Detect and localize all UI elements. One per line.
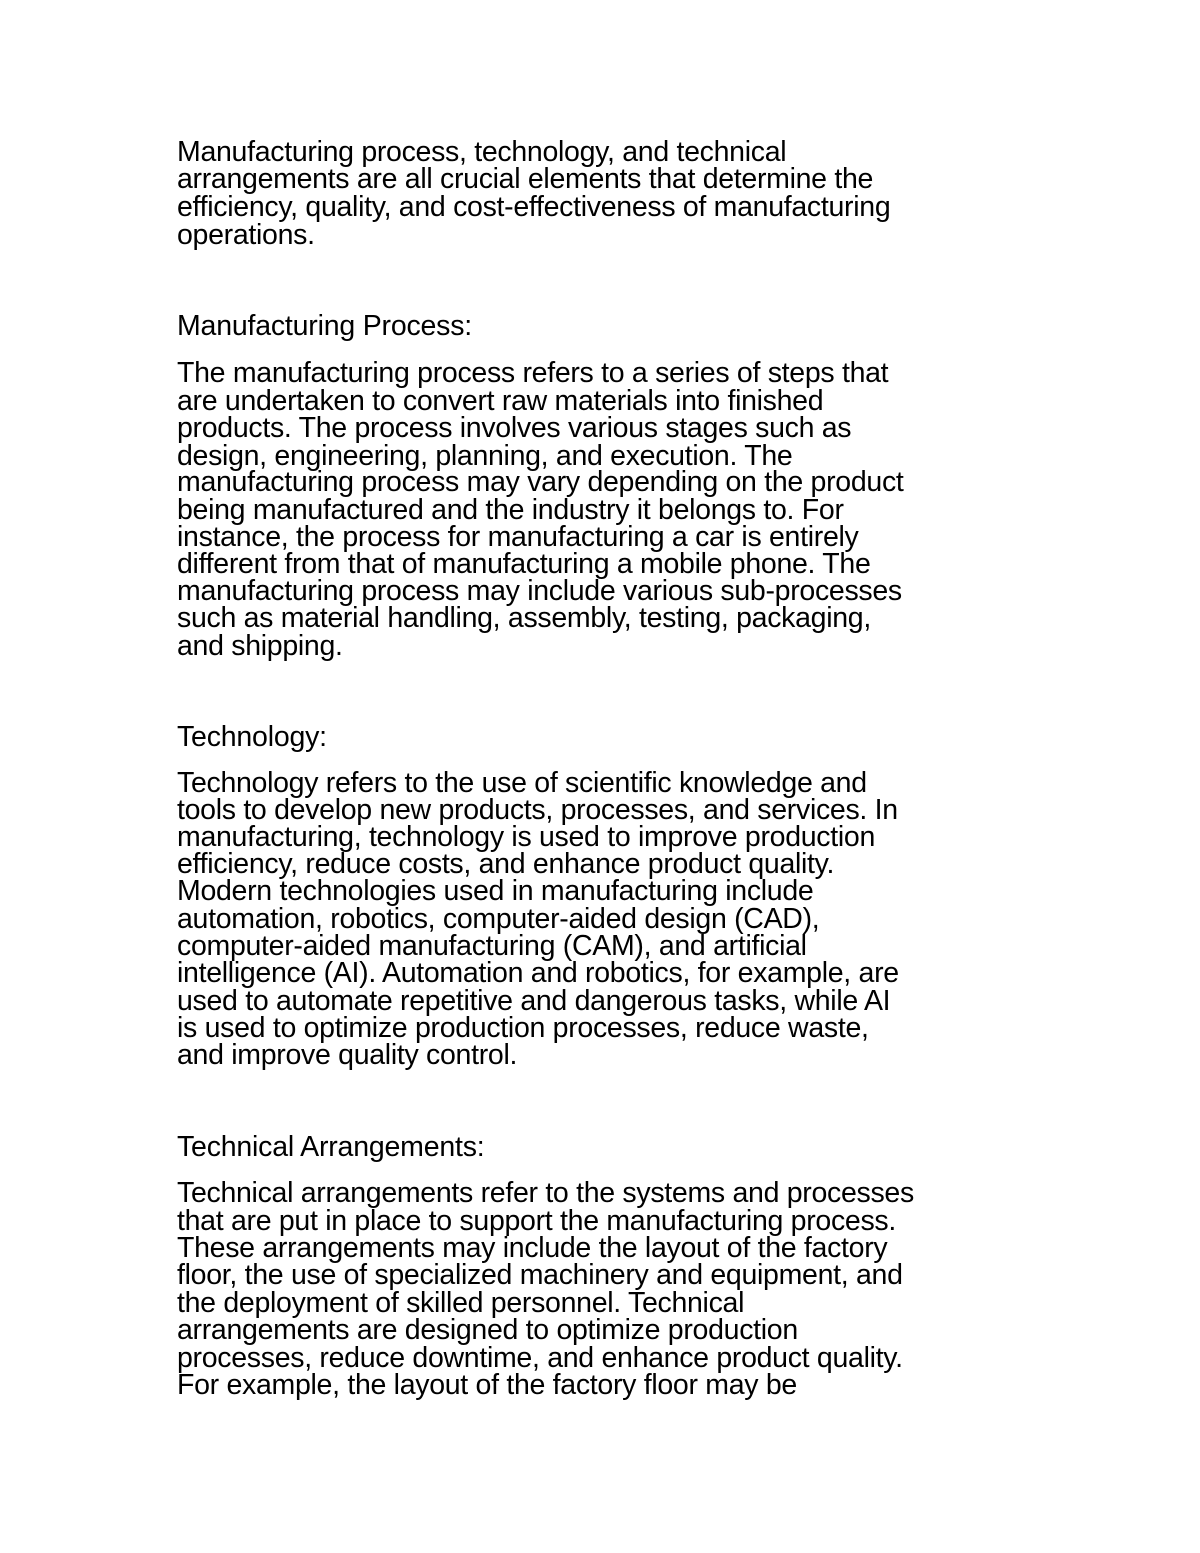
paragraph-line: such as material handling, assembly, testing, packaging, — [177, 602, 871, 634]
intro-line: Manufacturing process, technology, and technical — [177, 136, 787, 168]
paragraph-line: and shipping. — [177, 630, 343, 662]
paragraph-line: automation, robotics, computer-aided design (CAD), — [177, 903, 820, 935]
intro-line: efficiency, quality, and cost-effectiveness of manufacturing — [177, 191, 891, 223]
paragraph-line: manufacturing process may include various sub-processes — [177, 575, 902, 607]
section-heading-technical-arrangements: Technical Arrangements: — [177, 1131, 485, 1163]
paragraph-line-clipped: computer-aided manufacturing (CAM), and artificial — [177, 930, 807, 962]
paragraph-line: and improve quality control. — [177, 1039, 518, 1071]
paragraph-line: efficiency, reduce costs, and enhance product quality. — [177, 848, 835, 880]
paragraph-line: floor, the use of specialized machinery and equipment, and — [177, 1259, 903, 1291]
paragraph-line: The manufacturing process refers to a series of steps that — [177, 357, 889, 389]
paragraph-line: processes, reduce downtime, and enhance product quality. — [177, 1342, 903, 1374]
paragraph-line: the deployment of skilled personnel. Technical — [177, 1287, 745, 1319]
intro-line: operations. — [177, 219, 315, 251]
paragraph-line: manufacturing, technology is used to improve production — [177, 821, 875, 853]
paragraph-line: that are put in place to support the manufacturing process. — [177, 1205, 896, 1237]
section-heading-technology: Technology: — [177, 721, 327, 753]
section-heading-manufacturing-process: Manufacturing Process: — [177, 310, 472, 342]
paragraph-line: intelligence (AI). Automation and robotics, for example, are — [177, 957, 899, 989]
paragraph-line: manufacturing process may vary depending on the product — [177, 466, 904, 498]
intro-line: arrangements are all crucial elements that determine the — [177, 163, 874, 195]
paragraph-line: Technology refers to the use of scientific knowledge and — [177, 767, 867, 799]
paragraph-line: products. The process involves various stages such as — [177, 412, 852, 444]
paragraph-line-clipped: design, engineering, planning, and execution. The — [177, 440, 793, 472]
paragraph-line: For example, the layout of the factory floor may be — [177, 1369, 797, 1401]
paragraph-line: are undertaken to convert raw materials into finished — [177, 385, 824, 417]
paragraph-line: Modern technologies used in manufacturing include — [177, 875, 814, 907]
paragraph-line-clipped: Technical arrangements refer to the systems and processes — [177, 1177, 914, 1209]
paragraph-line: instance, the process for manufacturing a car is entirely — [177, 521, 859, 553]
paragraph-line: is used to optimize production processes, reduce waste, — [177, 1012, 869, 1044]
paragraph-line: used to automate repetitive and dangerous tasks, while AI — [177, 985, 891, 1017]
paragraph-line-clipped: These arrangements may include the layout of the factory — [177, 1232, 888, 1264]
paragraph-line: different from that of manufacturing a mobile phone. The — [177, 548, 871, 580]
paragraph-line-clipped: arrangements are designed to optimize production — [177, 1314, 798, 1346]
paragraph-line: tools to develop new products, processes, and services. In — [177, 794, 898, 826]
paragraph-line: being manufactured and the industry it belongs to. For — [177, 494, 844, 526]
